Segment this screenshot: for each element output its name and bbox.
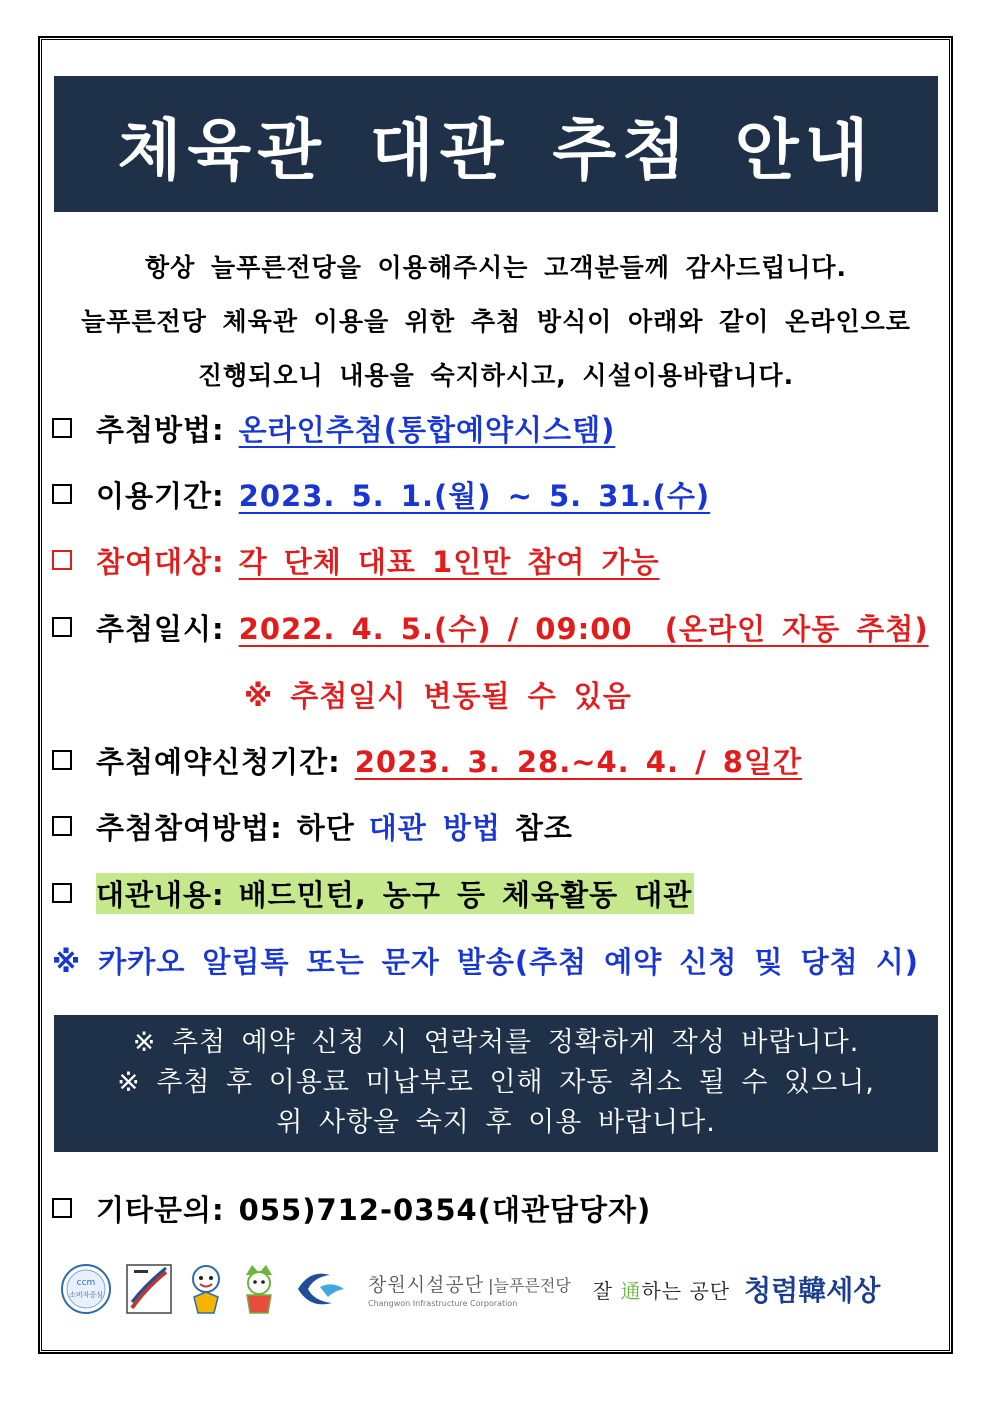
checkbox-icon	[52, 418, 72, 438]
checkbox-icon	[52, 550, 72, 570]
date-change-note: ※ 추첨일시 변동될 수 있음	[244, 679, 632, 713]
item-contact	[52, 1188, 651, 1228]
corp-name-text: 창원시설공단	[368, 1274, 485, 1296]
checkbox-icon	[52, 617, 72, 637]
item-label: 추첨예약신청기간:	[96, 744, 341, 779]
slogan	[593, 1275, 730, 1304]
item-value: 2023. 5. 1.(월) ~ 5. 31.(수)	[238, 478, 711, 513]
highlighted-content	[96, 873, 694, 914]
item-target	[52, 540, 659, 580]
item-date	[52, 607, 929, 647]
item-value-pre: 하단	[296, 810, 355, 845]
item-value: 055)712-0354(대관담당자)	[238, 1192, 652, 1227]
intro-line-2: 늘푸른전당 체육관 이용을 위한 추첨 방식이 아래와 같이 온라인으로	[81, 307, 911, 336]
mascot-2-icon	[238, 1263, 280, 1315]
item-value: 온라인추첨(통합예약시스템)	[238, 412, 616, 447]
notice-line-2: ※ 추첨 후 이용료 미납부로 인해 자동 취소 될 수 있으니,	[117, 1067, 875, 1098]
item-period	[52, 474, 710, 514]
mascot-1-icon	[186, 1263, 226, 1315]
ccm-text: ccm	[76, 1278, 96, 1288]
intro-line-1: 항상 늘푸른전당을 이용해주시는 고객분들께 감사드립니다.	[144, 253, 848, 282]
item-apply-period	[52, 740, 802, 780]
item-value-post: 참조	[514, 810, 573, 845]
footer-logos	[60, 1258, 932, 1320]
certification-mark-icon	[126, 1264, 172, 1314]
slogan-post: 하는 공단	[641, 1278, 731, 1303]
page-title: 체육관 대관 추첨 안내	[117, 111, 875, 189]
checkbox-icon	[52, 883, 72, 903]
checkbox-icon	[52, 816, 72, 836]
ccm-badge-icon	[60, 1263, 112, 1315]
slogan-mid: 通	[620, 1278, 642, 1303]
item-content	[52, 873, 694, 913]
kakao-note: ※ 카카오 알림톡 또는 문자 발송(추첨 예약 신청 및 당첨 시)	[52, 945, 919, 979]
notice-banner	[54, 1015, 938, 1152]
item-label: 추첨일시:	[96, 611, 225, 646]
item-value: 2022. 4. 5.(수) / 09:00 (온라인 자동 추첨)	[238, 611, 929, 646]
checkbox-icon	[52, 484, 72, 504]
slogan-pre: 잘	[592, 1278, 621, 1303]
integrity-brand-logo: 청렴韓세상	[744, 1274, 881, 1307]
corp-venue-text: |늘푸른전당	[488, 1276, 571, 1295]
item-label: 대관내용:	[96, 877, 225, 912]
item-label: 기타문의:	[96, 1192, 225, 1227]
notice-line-3: 위 사항을 숙지 후 이용 바랍니다.	[276, 1107, 716, 1138]
item-value: 2023. 3. 28.~4. 4. / 8일간	[354, 744, 802, 779]
item-label: 참여대상:	[96, 544, 225, 579]
corp-english-name: Changwon Infrastructure Corporation	[368, 1299, 518, 1308]
item-label: 추첨참여방법:	[96, 810, 283, 845]
item-value: 대관 방법	[368, 810, 501, 845]
item-value: 배드민턴, 농구 등 체육활동 대관	[238, 877, 693, 912]
checkbox-icon	[52, 750, 72, 770]
corporation-name	[368, 1270, 571, 1308]
checkbox-icon	[52, 1198, 72, 1218]
item-label: 이용기간:	[96, 478, 225, 513]
ccm-sub-text: 소비자중심	[69, 1291, 103, 1299]
title-banner	[54, 76, 938, 212]
intro-line-3: 진행되오니 내용을 숙지하시고, 시설이용바랍니다.	[197, 361, 795, 390]
changwon-logo-icon	[294, 1267, 350, 1311]
item-label: 추첨방법:	[96, 412, 225, 447]
item-method	[52, 408, 615, 448]
item-value: 각 단체 대표 1인만 참여 가능	[238, 544, 660, 579]
item-how	[52, 806, 573, 846]
notice-line-1: ※ 추첨 예약 신청 시 연락처를 정확하게 작성 바랍니다.	[132, 1027, 860, 1058]
